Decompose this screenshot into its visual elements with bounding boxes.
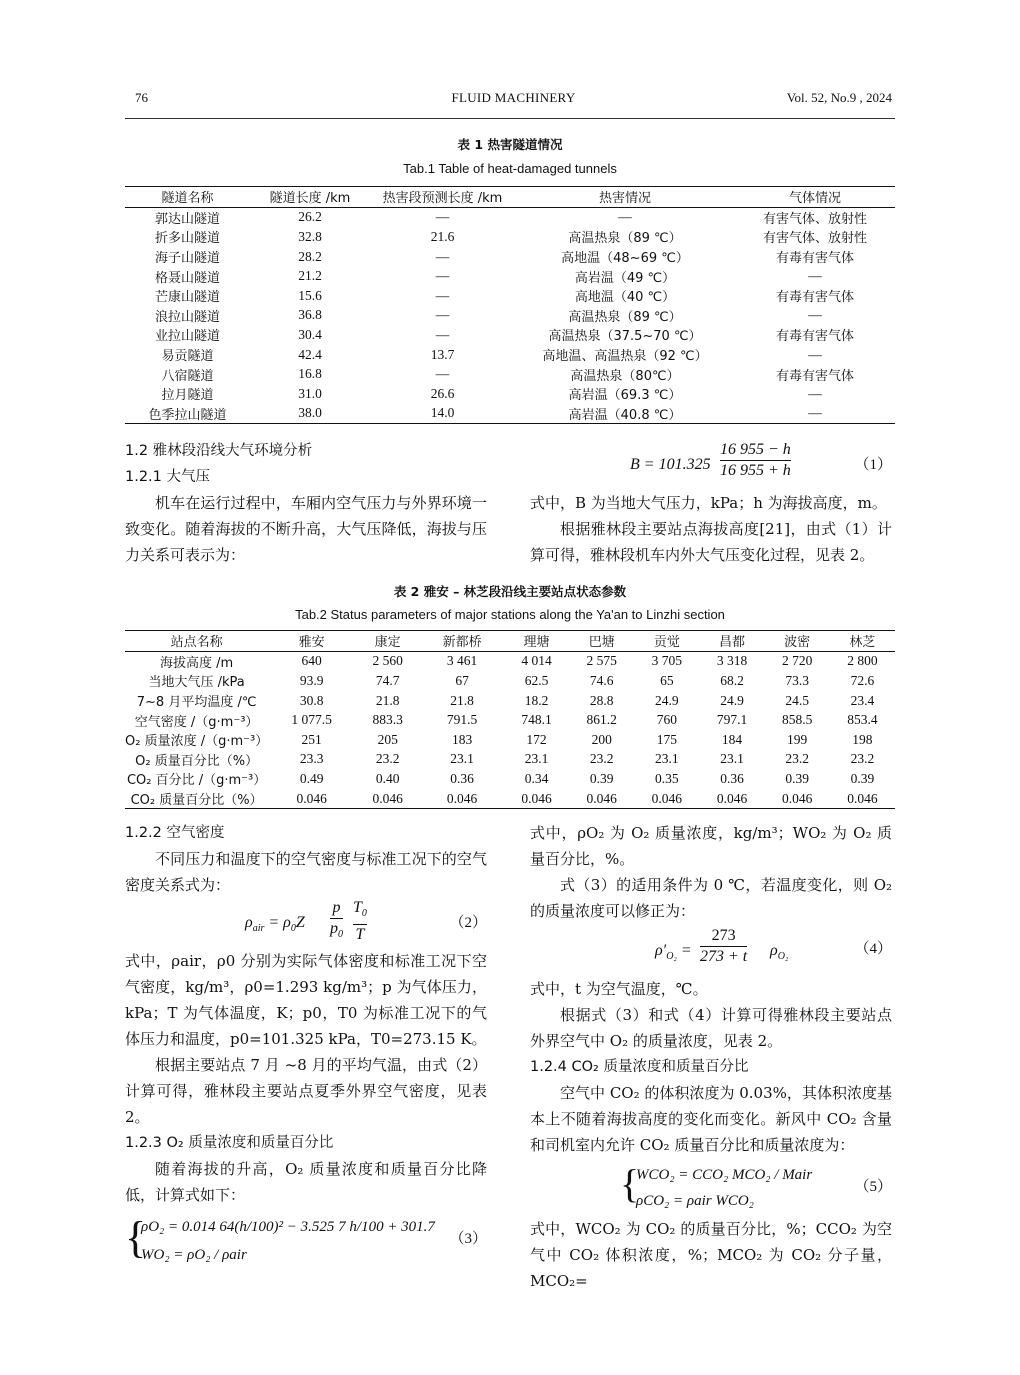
table-cell: 高温热泉（89 ℃） [568, 309, 682, 325]
table-row [125, 247, 895, 267]
table-cell: 200 [591, 731, 612, 747]
table2-header-row [125, 631, 895, 652]
table-cell: 26.2 [298, 209, 322, 225]
table-cell: — [435, 326, 450, 342]
table-cell: 21.8 [450, 692, 474, 708]
table2-column-header: 林芝 [849, 635, 876, 651]
table-cell: 八宿隧道 [161, 368, 214, 384]
table-cell: — [435, 366, 450, 382]
table-cell: 38.0 [298, 405, 322, 421]
table-cell: 858.5 [781, 712, 813, 728]
table-row [125, 769, 895, 789]
paragraph: 式中，t 为空气温度，℃。 [530, 980, 708, 998]
paragraph: 式中，WCO₂ 为 CO₂ 的质量百分比，%；CCO₂ 为空气中 CO₂ 体积浓度，%；MCO₂ 为 CO₂ 分子量，MCO₂= [530, 1220, 892, 1290]
table-cell: 21.8 [375, 692, 400, 708]
table-cell: 0.046 [847, 790, 878, 806]
table-cell: 0.046 [446, 790, 478, 806]
table-cell: 3 705 [651, 653, 683, 669]
table-cell: 73.3 [785, 672, 809, 688]
eq3-line1: ρO₂ = 0.014 64(h/100)² − 3.525 7 h/100 + 301.7 [141, 1219, 435, 1235]
table-cell: 23.2 [785, 751, 809, 767]
paragraph: 根据雅林段主要站点海拔高度[21]，由式（1）计算可得，雅林段机车内外大气压变化过程，见表 2。 [530, 520, 892, 564]
table-cell: — [808, 405, 822, 421]
table2-column-header: 新都桥 [442, 635, 482, 651]
table-cell: 0.39 [589, 770, 614, 786]
table-cell: CO₂ 质量百分比（%） [130, 793, 263, 809]
table-cell: 24.9 [720, 692, 744, 708]
eq5-number: （5） [854, 1179, 892, 1195]
table-cell: 72.6 [850, 672, 875, 688]
paragraph: 式（3）的适用条件为 0 ℃，若温度变化，则 O₂ 的质量浓度可以修正为： [530, 876, 892, 920]
table-cell: 0.046 [521, 790, 552, 806]
section-title: 1.2 雅林段沿线大气环境分析 [125, 443, 313, 459]
table-cell: CO₂ 百分比 /（g·m⁻³） [126, 773, 267, 789]
table-row [125, 384, 895, 404]
table-cell: 0.36 [450, 770, 474, 786]
table-cell: 23.3 [299, 751, 324, 767]
table-cell: 高温热泉（89 ℃） [568, 231, 682, 247]
eq2-lhs: $\rho_{air} = \rho_0Z$ [245, 914, 305, 935]
table2-column-header: 站点名称 [170, 635, 223, 651]
table2-column-header: 理塘 [523, 635, 550, 651]
table-cell: 62.5 [524, 672, 549, 688]
table-cell: 高岩温（69.3 ℃） [568, 388, 682, 404]
table-cell: 28.2 [298, 248, 322, 264]
table-row [125, 325, 895, 345]
table-cell: 31.0 [298, 385, 322, 401]
table-cell: O₂ 质量百分比（%） [135, 753, 259, 769]
table1-column-header: 隧道名称 [161, 191, 214, 207]
eq3-line2: WO₂ = ρO₂ / ρair [141, 1247, 247, 1263]
paragraph: 根据主要站点 7 月 ~8 月的平均气温，由式（2）计算可得，雅林段主要站点夏季外界空气密度，见表 2。 [125, 1056, 487, 1126]
table-cell: 2 720 [781, 653, 813, 669]
table-cell: 30.4 [298, 326, 322, 342]
table-cell: 业拉山隧道 [154, 329, 220, 345]
table-cell: 23.2 [850, 751, 875, 767]
table-cell: 浪拉山隧道 [154, 309, 220, 325]
table-cell: 格聂山隧道 [154, 270, 220, 286]
table2-column-header: 雅安 [298, 635, 325, 651]
table-cell: 68.2 [720, 672, 744, 688]
table-cell: 色季拉山隧道 [148, 407, 227, 423]
subsection-1-2-4: 1.2.4 CO₂ 质量浓度和质量百分比 [530, 1059, 749, 1075]
table-cell: 7~8 月平均温度 /℃ [136, 695, 257, 711]
table-cell: 883.3 [372, 712, 403, 728]
table-cell: 3 318 [716, 653, 748, 669]
table-cell: 0.39 [785, 770, 809, 786]
table-cell: 28.8 [589, 692, 614, 708]
table-cell: 有害气体、放射性 [762, 231, 867, 247]
table-cell: 0.36 [720, 770, 744, 786]
table-cell: — [808, 307, 822, 323]
table1-column-header: 热害情况 [598, 191, 651, 207]
table-cell: O₂ 质量浓度 /（g·m⁻³） [125, 734, 269, 750]
table-cell: 拉月隧道 [161, 388, 214, 404]
table-cell: 2 575 [586, 653, 617, 669]
table-row [125, 345, 895, 365]
equation-5: { WCO₂ = CCO₂ MCO₂ / Mair ρCO₂ = ρair WCO₂ （5） [530, 1158, 892, 1216]
table-cell: 93.9 [299, 672, 324, 688]
table-cell: 199 [787, 731, 808, 747]
table-cell: 郭达山隧道 [154, 211, 220, 227]
sec12-right [530, 440, 892, 568]
table-cell: 861.2 [586, 712, 617, 728]
table-cell: 有害气体、放射性 [762, 211, 867, 227]
table-cell: 23.1 [450, 751, 474, 767]
table-cell: 0.49 [299, 770, 324, 786]
table-cell: 23.1 [524, 751, 549, 767]
table-cell: 23.1 [655, 751, 679, 767]
eq2-frac-p: $\frac{p}{p_0}$ [330, 899, 343, 941]
table-cell: 23.4 [850, 692, 875, 708]
eq1-denominator: 16 955 + h [720, 462, 791, 479]
table1-caption-cn: 表 1 热害隧道情况 [457, 137, 563, 152]
table1-column-header: 气体情况 [788, 191, 841, 207]
table-cell: 折多山隧道 [154, 231, 220, 247]
table-row [125, 710, 895, 730]
running-header [135, 90, 892, 112]
table-cell: 18.2 [524, 692, 549, 708]
table2-column-header: 贡觉 [653, 635, 680, 651]
table2-caption-en: Tab.2 Status parameters of major stations along the Ya'an to Linzhi section [295, 607, 725, 622]
eq4-number: （4） [854, 941, 892, 957]
paragraph: 不同压力和温度下的空气密度与标准工况下的空气密度关系式为： [125, 850, 487, 894]
table-cell: 高岩温（40.8 ℃） [568, 407, 682, 423]
right-column [530, 820, 892, 1294]
paragraph: 式中，B 为当地大气压力，kPa；h 为海拔高度，m。 [530, 494, 887, 512]
table-cell: 748.1 [521, 712, 552, 728]
table-cell: 30.8 [299, 692, 324, 708]
table-row [125, 789, 895, 809]
sec12-left [125, 438, 487, 568]
eq3-number: （3） [449, 1231, 487, 1247]
table-cell: 74.6 [589, 672, 614, 688]
table-cell: 有毒有害气体 [775, 290, 854, 306]
table2-column-header: 巴塘 [588, 635, 615, 651]
table-cell: 3 461 [446, 653, 478, 669]
table-cell: 0.35 [655, 770, 679, 786]
table-row [125, 651, 895, 671]
table-cell: 高温热泉（37.5~70 ℃） [548, 329, 702, 345]
table-cell: 183 [451, 731, 473, 747]
eq4-rhs: $\rho_{O_2}$ [770, 942, 789, 963]
table-cell: 0.046 [651, 790, 683, 806]
left-column [125, 820, 487, 1272]
table-cell: — [618, 209, 632, 225]
table-cell: 0.046 [716, 790, 748, 806]
table-cell: 海子山隧道 [154, 251, 220, 267]
eq4-lhs: $\rho'_{O_2}$ = [655, 942, 692, 963]
eq2-number: （2） [449, 915, 487, 931]
table-cell: 175 [656, 731, 677, 747]
table-cell: 0.40 [375, 770, 400, 786]
table-cell: — [435, 307, 450, 323]
table-cell: 23.1 [720, 751, 744, 767]
table-cell: 13.7 [430, 346, 455, 362]
table-cell: 26.6 [430, 385, 455, 401]
eq1-number: （1） [854, 457, 892, 473]
table-cell: 0.046 [372, 790, 403, 806]
table2-column-header: 波密 [784, 635, 811, 651]
eq1-fraction [720, 440, 791, 481]
table-cell: 高地温（40 ℃） [574, 290, 676, 306]
table-row [125, 750, 895, 770]
table-cell: 14.0 [430, 405, 455, 421]
equation-2 [125, 898, 487, 948]
eq4-fraction: $\frac{273}{273 + t}$ [700, 927, 748, 965]
table-cell: 853.4 [847, 712, 878, 728]
paragraph: 空气中 CO₂ 的体积浓度为 0.03%，其体积浓度基本上不随着海拔高度的变化而变化。新风中 CO₂ 含量和司机室内允许 CO₂ 质量百分比和质量浓度为： [530, 1084, 892, 1154]
table-cell: 21.2 [298, 268, 322, 284]
table2-caption-cn: 表 2 雅安 – 林芝段沿线主要站点状态参数 [393, 584, 627, 599]
volume-info: Vol. 52, No.9 , 2024 [786, 90, 892, 105]
table-cell: 1 077.5 [291, 712, 332, 728]
table-cell: 高地温、高温热泉（92 ℃） [542, 349, 708, 365]
table-cell: 24.5 [785, 692, 809, 708]
table-cell: 74.7 [375, 672, 400, 688]
table-cell: 有毒有害气体 [775, 251, 854, 267]
table-cell: 640 [301, 653, 322, 669]
table-row [125, 730, 895, 750]
table-cell: — [435, 268, 450, 284]
table-cell: 有毒有害气体 [775, 329, 854, 345]
table-cell: 高岩温（49 ℃） [574, 270, 676, 286]
subsection-1-2-2: 1.2.2 空气密度 [125, 825, 225, 841]
eq5-line2: ρCO₂ = ρair WCO₂ [636, 1193, 754, 1209]
table-cell: 高温热泉（80℃） [570, 368, 680, 384]
table2 [125, 630, 895, 809]
table-cell: 251 [301, 731, 322, 747]
table2-column-header: 康定 [374, 635, 401, 651]
table-row [125, 207, 895, 227]
table-cell: — [435, 248, 450, 264]
table1-header-row [125, 187, 895, 208]
table-cell: 15.6 [298, 287, 322, 303]
table-cell: 760 [656, 712, 677, 728]
paragraph: 式中，ρair，ρ0 分别为实际气体密度和标准工况下空气密度，kg/m³，ρ0=1.293 kg/m³；p 为气体压力，kPa；T 为气体温度，K；p0，T0 为标准工况下的气体压力和温度，p0=101.325 kPa，T0=273.15 K。 [125, 952, 487, 1048]
table-cell: 0.34 [524, 770, 549, 786]
table-cell: 有毒有害气体 [775, 368, 854, 384]
header-rule [125, 118, 895, 119]
paragraph: 根据式（3）和式（4）计算可得雅林段主要站点外界空气中 O₂ 的质量浓度，见表 2。 [530, 1006, 892, 1050]
table-cell: 36.8 [298, 307, 322, 323]
table-row [125, 266, 895, 286]
table-cell: 198 [852, 731, 873, 747]
table-cell: 65 [660, 672, 674, 688]
table-row [125, 227, 895, 247]
paragraph: 机车在运行过程中，车厢内空气压力与外界环境一致变化。随着海拔的不断升高，大气压降低，海拔与压力关系可表示为： [125, 494, 487, 564]
table-cell: 42.4 [298, 346, 322, 362]
table1-caption-en: Tab.1 Table of heat-damaged tunnels [403, 161, 617, 176]
table-cell: 0.39 [850, 770, 875, 786]
eq2-frac-t: $\frac{T_0}{T}$ [353, 899, 367, 944]
table-row [125, 404, 895, 424]
table-cell: — [808, 346, 822, 362]
table1 [125, 186, 895, 424]
table-cell: 高地温（48~69 ℃） [561, 251, 689, 267]
paragraph: 随着海拔的升高，O₂ 质量浓度和质量百分比降低，计算式如下： [125, 1160, 487, 1204]
table-cell: — [808, 385, 822, 401]
equation-3: { ρO₂ = 0.014 64(h/100)² − 3.525 7 h/100 + 301.7 WO₂ = ρO₂ / ρair （3） [125, 1208, 487, 1272]
table-row [125, 306, 895, 326]
table-cell: — [435, 209, 450, 225]
table-cell: 205 [377, 731, 398, 747]
table-cell: 4 014 [521, 653, 552, 669]
table1-column-header: 隧道长度 /km [269, 191, 351, 207]
table-cell: 67 [455, 672, 469, 688]
table-cell: 海拔高度 /m [160, 655, 234, 671]
subsection-1-2-1: 1.2.1 大气压 [125, 469, 211, 485]
eq5-line1: WCO₂ = CCO₂ MCO₂ / Mair [636, 1167, 813, 1183]
table-row [125, 364, 895, 384]
eq1-numerator: 16 955 − h [720, 440, 791, 461]
table-cell: 23.2 [375, 751, 400, 767]
paragraph: 式中，ρO₂ 为 O₂ 质量浓度，kg/m³；WO₂ 为 O₂ 质量百分比，%。 [530, 824, 892, 868]
table-cell: 当地大气压 /kPa [148, 675, 245, 691]
table-cell: 21.6 [430, 228, 455, 244]
table-row [125, 671, 895, 691]
table-row [125, 286, 895, 306]
table-cell: — [435, 287, 450, 303]
table-cell: 791.5 [446, 712, 478, 728]
table-cell: 空气密度 /（g·m⁻³） [134, 714, 259, 730]
table-cell: 184 [721, 731, 743, 747]
table-cell: 0.046 [296, 790, 327, 806]
page-number: 76 [135, 90, 148, 105]
table-cell: 32.8 [298, 228, 322, 244]
table-cell: — [808, 268, 822, 284]
table-cell: 易贡隧道 [161, 349, 214, 365]
table-cell: 23.2 [589, 751, 614, 767]
table-cell: 0.046 [586, 790, 617, 806]
table-cell: 24.9 [655, 692, 679, 708]
eq1-lhs: B = 101.325 [630, 456, 711, 473]
equation-1 [530, 440, 892, 490]
table-row [125, 691, 895, 711]
table-cell: 172 [526, 731, 547, 747]
subsection-1-2-3: 1.2.3 O₂ 质量浓度和质量百分比 [125, 1135, 334, 1151]
journal-name: FLUID MACHINERY [451, 90, 576, 105]
table-cell: 16.8 [298, 366, 322, 382]
table-cell: 0.046 [781, 790, 813, 806]
equation-4 [530, 924, 892, 976]
table-cell: 797.1 [716, 712, 748, 728]
table2-column-header: 昌都 [719, 635, 746, 651]
table-cell: 芒康山隧道 [154, 290, 220, 306]
table-cell: 2 800 [847, 653, 878, 669]
table1-column-header: 热害段预测长度 /km [382, 191, 503, 207]
table-cell: 2 560 [372, 653, 403, 669]
